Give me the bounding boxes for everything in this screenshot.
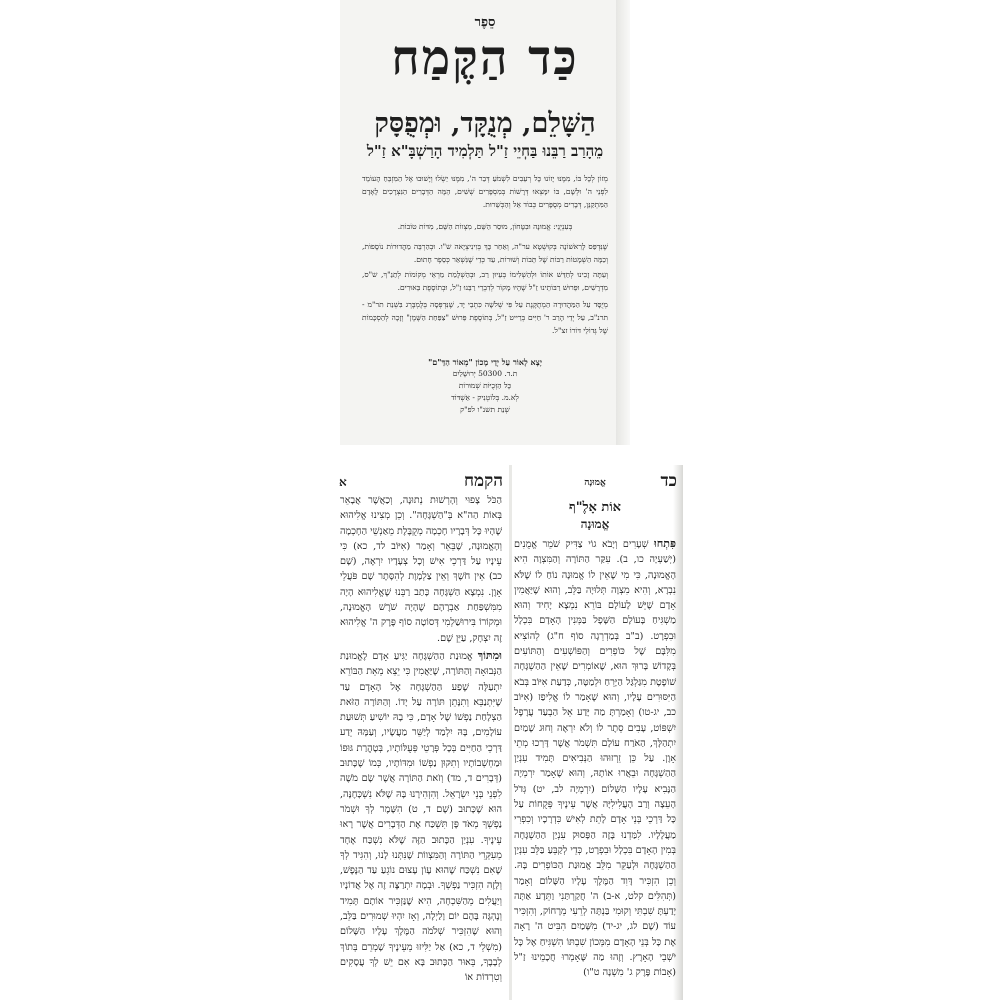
lead-word: פִּתְחוּ bbox=[653, 537, 676, 550]
book-spread bbox=[333, 465, 683, 1000]
copyright-line: כָּל הַזְּכֻיּוֹת שְׁמוּרוֹת bbox=[458, 381, 512, 390]
print-history-paragraph: שֶׁנִּדְפַּס לָרִאשׁוֹנָה בְּקוּשְׁטָא ער"ה, וְאַחַר כָּךְ בְּוִינִיצְיָאה ש"ו. וּבְהַרְבֵּה מַהֲדוּרוֹת נוֹסָפוֹת, וְכַמָּה הַשְׁמָטוֹת רַבּוֹת שֶׁל תֵּבוֹת וְשׁוּרוֹת, עַד כְּדֵי שֶׁנִּשְׁאַר כְּסֵפֶר חָתוּם. bbox=[362, 242, 608, 264]
text-column bbox=[511, 536, 679, 981]
edition-paragraph: וְעַתָּה זָכִינוּ לְחַדֵּשׁ אוֹתוֹ וּלְהַשְׁלִימוֹ בְּעֵיוּן רַב, וּבְהַשְׁלָמַת מַרְאֵי מְקוֹמוֹת לְתַנַ"ךְ, ש"ס, מִדְרָשִׁים, וּפֵרוּשׁ רַבּוֹתֵינוּ זַ"ל שֶׁהָיוּ מָקוֹר לְדִבְרֵי רַבֵּנוּ זַ"ל, וּבְתוֹסֶפֶת בֵּאוּרִים. bbox=[362, 270, 608, 292]
body-text: אֱמוּנַת הַהַשְׁגָּחָה יַגִּיעַ אָדָם לֶאֱמוּנַת הַנְּבוּאָה וְהַתּוֹרָה, שֶׁיַּאֲמִין כִּי יֵצֵא מֵאֵת הַבּוֹרֵא יִתְעַלֶּה שֶׁפַע הַהַשְׁגָּחָה אֶל הָאָדָם עַד שֶׁיִּתְנַבֵּא וְתִנָּתֵן תּוֹרָה עַל יָדוֹ. וְהַתּוֹרָה הַזֹּאת הַצְלָחַת נַפְשׁוֹ שֶׁל אָדָם, כִּי בָהּ יוֹשִׁיעַ תְּשׁוּעַת עוֹלָמִים, בָּהּ יִלְמַד לְיַשֵּׁר מַעֲשָׂיו, וְעַמָּהּ יֵדַע דַּרְכֵי הַחַיִּים בְּכָל פְּרָטֵי פְּעֻלּוֹתָיו, בְּטָהֳרַת גּוּפוֹ וּמַחְשְׁבוֹתָיו וְתִקּוּן נַפְשׁוֹ וּמִדּוֹתָיו, כְּמוֹ שֶׁכָּתוּב (דְּבָרִים ד, מד) וְזֹאת הַתּוֹרָה אֲשֶׁר שָׂם מֹשֶׁה לִפְנֵי בְּנֵי יִשְׂרָאֵל. וְהִזְהִירָנוּ בָּהּ שֶׁלֹּא נִשְׁכָּחֶנָּה, הוּא שֶׁכָּתוּב (שָׁם ד, ט) הִשָּׁמֶר לְךָ וּשְׁמֹר נַפְשְׁךָ מְאֹד פֶּן תִּשְׁכַּח אֶת הַדְּבָרִים אֲשֶׁר רָאוּ עֵינֶיךָ. עִנְיַן הַכָּתוּב הַזֶּה שֶׁלֹּא נִשְׁכַּח אֶחָד מֵעִקְּרֵי הַתּוֹרָה וְהַמִּצְווֹת שֶׁנִּתְּנוּ לָנוּ, וְהִגִּיד לְךָ שֶׁאִם נִשְׁכַּח שֶׁהוּא עָוֹן עָצוּם נוֹגֵעַ עַד הַנֶּפֶשׁ, וְלָזֶה הִזְכִּיר נַפְשְׁךָ. וּבְמָה יִתְרַצֶּה זֶה אֶל אֲדוֹנָיו וְיַעֲלִים מֵהַשִּׁכְחָה, הִיא שֶׁנַּזְכִּיר אוֹתָם תָּמִיד וְנֶהְגֶּה בָּהֶם יוֹם וָלַיְלָה, וְאָז יִהְיוּ שְׁמוּרִים בַּלֵּב, וְהוּא שֶׁהִזְכִּיר שְׁלֹמֹה הַמֶּלֶךְ עָלָיו הַשָּׁלוֹם (מִשְׁלֵי ד, כא) אַל יַלִּיזוּ מֵעֵינֶיךָ שָׁמְרֵם בְּתוֹךְ לְבָבֶךָ, בֵּאוּר הַכָּתוּב בָּא אִם יֵשׁ לְךָ עֲסָקִים וְטִרְדוֹת אוֹ bbox=[340, 650, 502, 984]
description-paragraph: מְזוֹן לְכָל בּוֹ, מִמֶּנּוּ יָזוֹנוּ כָּל רְעֵבִים לִשְׁמֹעַ דְּבַר ה', מִמֶּנּוּ יַשְׂלוּ וְיָשׁוּבוּ אֶל הַמִּזְבֵּחַ הָעוֹמֵד לִפְנֵי ה' וּלְשָׁם, בּוֹ יִמָּצְאוּ דְּרָשׁוֹת בְּמִסְפָּרִים שְׁשִׁים, הֵמָּה הַדְּבָרִים הַנִּצְרָכִים לָאָדָם הַמִּתְקַנֵּן, דְּבָרִים מְסֻפָּרִים כְּבוֹד אֵל וְהַכְּשֵׁרוּת. bbox=[362, 174, 608, 209]
body-paragraph: הַכֹּל צָפוּי וְהָרְשׁוּת נְתוּנָה, וְכַאֲשֶׁר אֲבָאֵר בְּאוֹת הַה"א בְּ"הַשְׁגָּחָה". וְכֵן מְצִינוּ אֱלִיהוּא שֶׁהָיוּ כָּל דְּבָרָיו חָכְמָה מְקֻבֶּלֶת מֵאַנְשֵׁי הַחָכְמָה וְהָאֱמוּנָה, שֶׁבֵּאֵר וְאָמַר (אִיּוֹב לד, כא) כִּי עֵינָיו עַל דַּרְכֵי אִישׁ וְכָל צְעָדָיו יִרְאֶה, (שָׁם כב) אֵין חֹשֶׁךְ וְאֵין צַלְמָוֶת לְהִסָּתֶר שָׁם פֹּעֲלֵי אָוֶן. נִמְצָא הַשְׁגָּחָה כָּתַב רַבֵּנוּ שֶׁאֱלִיהוּא הָיָה מִמִּשְׁפַּחַת אַבְרָהָם שֶׁהָיָה שֹׁרֶשׁ הָאֱמוּנָה, וּמְקוֹרוֹ בִּירוּשַׁלְמִי דְּסוֹטָה סוֹף פֶּרֶק ה' אֱלִיהוּא זֶה יִצְחָק, עַיֵּן שָׁם. bbox=[340, 495, 502, 644]
lead-word: וּמִתּוֹךְ bbox=[477, 648, 502, 662]
year-line: שְׁנַת תשנ"ו לפ"ק bbox=[460, 405, 510, 414]
header-book-title: הקמח bbox=[463, 471, 503, 491]
header-book-title: כד bbox=[660, 471, 677, 491]
right-page bbox=[511, 465, 679, 1000]
book-label: סֵפֶר bbox=[474, 15, 496, 30]
text-column bbox=[337, 493, 505, 986]
source-paragraph: מְיֻסָּד עַל הַמַּהֲדוּרָה הַמְתֻקֶּנֶת עַל פִּי שְׁלֹשָׁה כִּתְבֵי יָד, שֶׁנִּדְפְּסָה בְּלֶמְבֶּרְג בִּשְׁנַת תר"מ - תרנ"ב, עַל יְדֵי הָרַב ר' חַיִּים בְּרֵייט זַ"ל, בְּתוֹסֶפֶת פֵּרוּשׁ "צַפַּחַת הַשֶּׁמֶן" וְזָכָה לְהַסְכָּמוֹת שֶׁל גְּדוֹלֵי דּוֹרוֹ זצ"ל. bbox=[362, 300, 608, 335]
section-title: אוֹת אָלֶ"ף bbox=[568, 500, 622, 515]
section-subtitle: אֱמוּנָה bbox=[580, 517, 610, 531]
publisher-line: יָצָא לָאוֹר עַל יְדֵי מָכוֹן "מְאוֹר הַדֵּ"ם" bbox=[428, 357, 542, 367]
page-number: א bbox=[339, 475, 347, 489]
distributor-line: לְא.מ. בְּלוֹטְנִיק - אַשְׁדּוֹד bbox=[451, 393, 519, 402]
header-topic: אֱמוּנָה bbox=[584, 478, 606, 488]
book-subtitle: הַשָּׁלֵם, מְנֻקָּד, וּמְפֻסָּק bbox=[374, 108, 596, 139]
title-page bbox=[340, 0, 630, 445]
book-title: כַּד הַקֶּמַח bbox=[391, 30, 579, 86]
left-page bbox=[337, 465, 505, 1000]
running-header bbox=[511, 471, 679, 493]
publisher-address: ת.ד. 50300 יְרוּשָׁלַיִם bbox=[452, 369, 518, 378]
book-author: מֵהָרַב רַבֵּנוּ בַּחְיֵי זַ"ל תַּלְמִיד הָרַשְׁבָּ"א זַ"ל bbox=[366, 142, 604, 160]
topics-line: בְּעִנְיְנֵי: אֱמוּנָה וּבִטָּחוֹן, מוּסַר הַשֵּׁם, מִצְווֹת הַשֵּׁם, מִדּוֹת טוֹבוֹת. bbox=[397, 222, 573, 231]
running-header bbox=[337, 471, 505, 493]
body-text: שְׁעָרִים וְיָבֹא גוֹי צַדִּיק שֹׁמֵר אֱמֻנִים (יְשַׁעְיָה כו, ב). עִקַּר הַתּוֹרָה וְהַמִּצְוָה הִיא הָאֱמוּנָה, כִּי מִי שֶׁאֵין לוֹ אֱמוּנָה נוֹחַ לוֹ שֶׁלֹּא נִבְרָא, וְהִיא מִצְוָה תְּלוּיָה בַּלֵּב, וְהוּא שֶׁיַּאֲמִין אָדָם שֶׁיֵּשׁ לָעוֹלָם בּוֹרֵא נִמְצָא יָחִיד וְהוּא מַשְׁגִּיחַ בָּעוֹלָם הַשָּׁפָל בַּמְּנִין הָאָדָם בִּכְלָל וּבִפְרָט. (ב"ב בְּמַדְרֵגָה סוֹף ח"ג) לְהוֹצִיא מִלִּבָּם שֶׁל כּוֹפְרִים וְהַפּוֹשְׁעִים וְהַתּוֹעִים בְּקָדוֹשׁ בָּרוּךְ הוּא, שֶׁאוֹמְרִים שֶׁאֵין הַהַשְׁגָּחָה שׁוֹפֶטֶת מִגַּלְגַּל הַיָּרֵחַ וּלְמַטָּה, כְּדַעַת אִיּוֹב בְּבֹא הַיִּסּוּרִים עָלָיו, וְהוּא שֶׁאָמַר לוֹ אֱלִיפַז (אִיּוֹב כב, יג-טו) וְאָמַרְתָּ מַה יָּדַע אֵל הַבְעַד עֲרָפֶל יִשְׁפּוֹט, עָבִים סֵתֶר לוֹ וְלֹא יִרְאֶה וְחוּג שָׁמַיִם יִתְהַלָּךְ, הַאֹרַח עוֹלָם תִּשְׁמֹר אֲשֶׁר דָּרְכוּ מְתֵי אָוֶן. עַל כֵּן זֵרְזוּהוּ הַנְּבִיאִים תָּמִיד עִנְיַן הַהַשְׁגָּחָה וּבֵאֲרוּ אוֹתָהּ, וְהוּא שֶׁאָמַר יִרְמְיָה הַנָּבִיא עָלָיו הַשָּׁלוֹם (יִרְמְיָה לב, יט) גְּדֹל הָעֵצָה וְרַב הָעֲלִילִיָּה אֲשֶׁר עֵינֶיךָ פְּקֻחוֹת עַל כָּל דַּרְכֵי בְּנֵי אָדָם לָתֵת לְאִישׁ כִּדְרָכָיו וְכִפְרִי מַעֲלָלָיו. לִמַּדְנוּ בָּזֶה הַפָּסוּק עִנְיַן הַהַשְׁגָּחָה בְּמִין הָאָדָם בִּכְלָל וּבִפְרָט, כְּדֵי לְקַבֵּעַ בַּלֵּב עִנְיַן הַהַשְׁגָּחָה וּלְעַקֵּר מִלֵּב אֱמוּנַת הַכּוֹפְרִים בָּהּ. וְכֵן הִזְכִּיר דָּוִד הַמֶּלֶךְ עָלָיו הַשָּׁלוֹם וְאָמַר (תְּהִלִּים קלט, א-ב) ה' חֲקַרְתַּנִי וַתֵּדָע אַתָּה יָדַעְתָּ שִׁבְתִּי וְקוּמִי בַּנְתָּה לְרֵעִי מֵרָחוֹק, וְהִזְכִּיר עוֹד (שָׁם לג, יג-יד) מִשָּׁמַיִם הִבִּיט ה' רָאָה אֶת כָּל בְּנֵי הָאָדָם מִמְּכוֹן שִׁבְתּוֹ הִשְׁגִּיחַ אֶל כָּל יֹשְׁבֵי הָאָרֶץ. וְזֶהוּ מַה שֶּׁאָמְרוּ חֲכָמֵינוּ זַ"ל (אָבוֹת פֶּרֶק ג' מִשְׁנָה ט"ו) bbox=[514, 539, 676, 979]
publisher-block bbox=[340, 356, 630, 416]
